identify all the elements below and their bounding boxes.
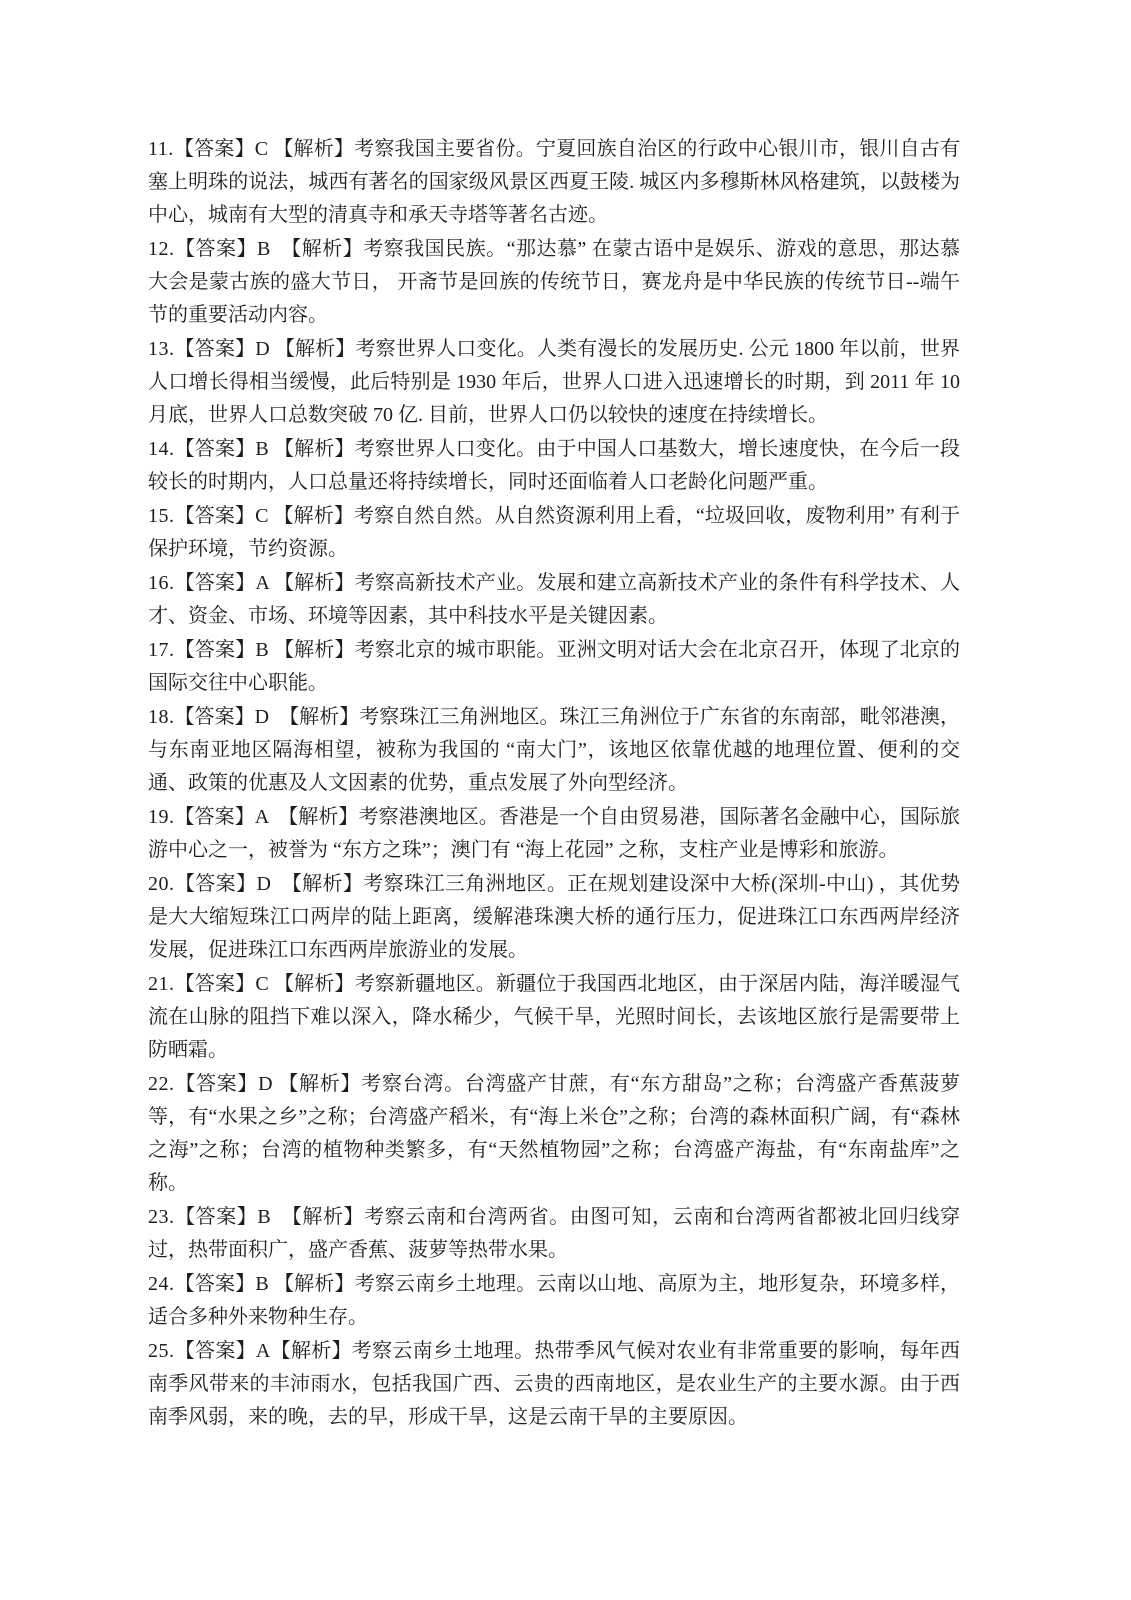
item-number: 12. [148, 238, 175, 260]
analysis-label: 【解析】 [273, 572, 355, 594]
analysis-label: 【解析】 [273, 639, 355, 661]
answer-label: 【答案】 [174, 238, 257, 260]
answer-item [148, 1201, 960, 1267]
item-number: 13. [148, 338, 175, 360]
analysis-label: 【解析】 [288, 806, 359, 828]
analysis-text: 考察云南乡土地理。云南以山地、高原为主，地形复杂，环境多样，适合多种外来物种生存。 [148, 1273, 961, 1328]
answer-item [148, 333, 960, 432]
analysis-text: 考察珠江三角洲地区。珠江三角洲位于广东省的东南部，毗邻港澳，与东南亚地区隔海相望，被称为我国的 “南大门”，该地区依靠优越的地理位置、便利的交通、政策的优惠及人文因素的优势，重点发展了外向型经济。 [148, 706, 961, 794]
analysis-label: 【解析】 [273, 438, 355, 460]
answer-gap [270, 238, 291, 260]
answer-label: 【答案】 [174, 338, 256, 360]
analysis-text: 考察高新技术产业。发展和建立高新技术产业的条件有科学技术、人才、资金、市场、环境等因素，其中科技水平是关键因素。 [148, 572, 961, 627]
answer-item [148, 1335, 960, 1434]
answer-item [148, 801, 960, 867]
answer-item [148, 233, 960, 332]
item-number: 15. [148, 505, 175, 527]
answer-label: 【答案】 [174, 973, 256, 995]
analysis-text: 考察我国民族。“那达慕” 在蒙古语中是娱乐、游戏的意思，那达慕大会是蒙古族的盛大节日， 开斋节是回族的传统节日，赛龙舟是中华民族的传统节日--端午节的重要活动内容。 [148, 238, 961, 326]
analysis-text: 考察云南和台湾两省。由图可知，云南和台湾两省都被北回归线穿过，热带面积广，盛产香蕉、菠萝等热带水果。 [148, 1206, 961, 1261]
answer-label: 【答案】 [174, 1073, 259, 1095]
analysis-text: 考察云南乡土地理。热带季风气候对农业有非常重要的影响，每年西南季风带来的丰沛雨水，包括我国广西、云贵的西南地区，是农业生产的主要水源。由于西南季风弱，来的晚，去的早，形成干旱，这是云南干旱的主要原因。 [148, 1340, 961, 1428]
answer-item [148, 634, 960, 700]
analysis-text: 考察港澳地区。香港是一个自由贸易港，国际著名金融中心，国际旅游中心之一，被誉为 “东方之珠”；澳门有 “海上花园” 之称，支柱产业是博彩和旅游。 [148, 806, 961, 861]
analysis-text: 考察台湾。台湾盛产甘蔗，有“东方甜岛”之称；台湾盛产香蕉菠萝等，有“水果之乡”之称；台湾盛产稻米，有“海上米仓”之称；台湾的森林面积广阔，有“森林之海”之称；台湾的植物种类繁多，有“天然植物园”之称；台湾盛产海盐，有“东南盐库”之称。 [148, 1073, 961, 1194]
answer-value: D [255, 338, 270, 360]
analysis-label: 【解析】 [270, 1340, 352, 1362]
answer-label: 【答案】 [174, 1273, 256, 1295]
answer-label: 【答案】 [174, 1340, 256, 1362]
answer-item [148, 701, 960, 800]
answer-label: 【答案】 [174, 806, 255, 828]
answer-value: B [256, 238, 271, 260]
answer-value: A [255, 1340, 271, 1362]
analysis-text: 考察北京的城市职能。亚洲文明对话大会在北京召开，体现了北京的国际交往中心职能。 [148, 639, 961, 694]
answer-gap [271, 873, 292, 895]
analysis-label: 【解析】 [291, 873, 364, 895]
analysis-label: 【解析】 [278, 1073, 362, 1095]
item-number: 16. [148, 572, 175, 594]
item-number: 18. [148, 706, 175, 728]
answer-gap [268, 806, 288, 828]
analysis-label: 【解析】 [273, 973, 355, 995]
answer-item [148, 133, 960, 232]
item-number: 25. [148, 1340, 175, 1362]
answer-value: C [255, 973, 269, 995]
answer-gap [271, 1206, 292, 1228]
analysis-label: 【解析】 [291, 238, 364, 260]
answer-value: B [255, 438, 269, 460]
answer-item [148, 1068, 960, 1200]
answer-item [148, 567, 960, 633]
answer-item [148, 433, 960, 499]
item-number: 17. [148, 639, 175, 661]
answer-value: C [254, 138, 269, 160]
analysis-text: 考察珠江三角洲地区。正在规划建设深中大桥(深圳-中山) ，其优势是大大缩短珠江口两岸的陆上距离，缓解港珠澳大桥的通行压力，促进珠江口东西两岸经济发展，促进珠江口东西两岸旅游业的发展。 [148, 873, 961, 961]
answer-value: A [255, 572, 269, 594]
analysis-label: 【解析】 [273, 138, 355, 160]
answer-label: 【答案】 [174, 639, 256, 661]
analysis-text: 考察新疆地区。新疆位于我国西北地区，由于深居内陆，海洋暖湿气流在山脉的阻挡下难以深入，降水稀少，气候干旱，光照时间长，去该地区旅行是需要带上防晒霜。 [148, 973, 961, 1061]
answer-value: B [257, 1206, 271, 1228]
answer-item [148, 968, 960, 1067]
answer-value: D [254, 706, 270, 728]
analysis-label: 【解析】 [289, 706, 360, 728]
answer-label: 【答案】 [174, 1206, 258, 1228]
analysis-text: 考察自然自然。从自然资源利用上看，“垃圾回收，废物利用” 有利于保护环境，节约资源。 [148, 505, 961, 560]
answer-value: D [256, 873, 271, 895]
answer-value: D [258, 1073, 273, 1095]
answer-label: 【答案】 [174, 572, 256, 594]
answer-item [148, 1268, 960, 1334]
answer-label: 【答案】 [174, 505, 256, 527]
answer-gap [269, 706, 289, 728]
answer-value: B [255, 1273, 269, 1295]
analysis-text: 考察世界人口变化。人类有漫长的发展历史. 公元 1800 年以前，世界人口增长得相当缓慢，此后特别是 1930 年后，世界人口进入迅速增长的时期，到 2011 年 10 月底，世界人口总数突破 70 亿. 目前，世界人口仍以较快的速度在持续增长。 [148, 338, 961, 426]
item-number: 23. [148, 1206, 175, 1228]
item-number: 22. [148, 1073, 175, 1095]
analysis-text: 考察世界人口变化。由于中国人口基数大，增长速度快，在今后一段较长的时期内，人口总量还将持续增长，同时还面临着人口老龄化问题严重。 [148, 438, 961, 493]
answer-item [148, 868, 960, 967]
answer-value: B [255, 639, 269, 661]
item-number: 19. [148, 806, 175, 828]
answer-key-list [148, 133, 960, 1435]
item-number: 20. [148, 873, 175, 895]
item-number: 21. [148, 973, 175, 995]
answer-label: 【答案】 [174, 706, 255, 728]
answer-item [148, 500, 960, 566]
analysis-label: 【解析】 [274, 338, 356, 360]
answer-value: C [255, 505, 269, 527]
analysis-label: 【解析】 [291, 1206, 365, 1228]
answer-label: 【答案】 [174, 438, 256, 460]
answer-value: A [254, 806, 269, 828]
analysis-label: 【解析】 [273, 505, 354, 527]
item-number: 24. [148, 1273, 175, 1295]
analysis-text: 考察我国主要省份。宁夏回族自治区的行政中心银川市，银川自古有塞上明珠的说法，城西有著名的国家级风景区西夏王陵. 城区内多穆斯林风格建筑，以鼓楼为中心，城南有大型的清真寺和承天寺塔等著名古迹。 [148, 138, 961, 226]
analysis-label: 【解析】 [273, 1273, 355, 1295]
item-number: 11. [148, 138, 174, 160]
answer-label: 【答案】 [174, 873, 257, 895]
item-number: 14. [148, 438, 175, 460]
answer-label: 【答案】 [173, 138, 255, 160]
